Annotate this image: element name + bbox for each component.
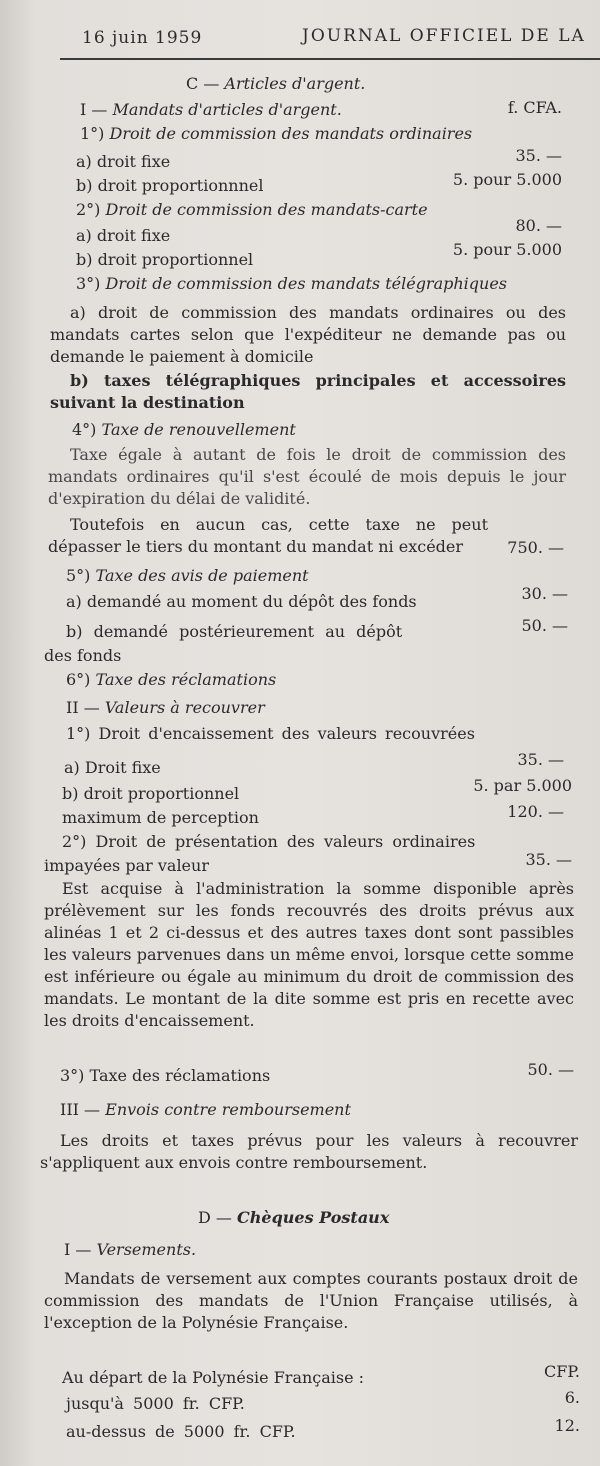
page-header [80,22,600,62]
v1-max-value: 120. — [507,802,564,821]
v1-b: b) droit proportionnel [62,784,240,803]
header-journal-title: JOURNAL OFFICIEL DE LA [302,26,586,46]
item6-title: 6°) Taxe des réclamations [66,670,277,689]
currency-label: f. CFA. [507,98,562,117]
item5-b-value: 50. — [521,616,568,635]
v2-paragraph: Est acquise à l'administration la somme disponible après prélèvement sur les fonds recouvrés des droits prévus aux alinéas 1 et 2 ci-dessus et des autres taxes dont sont passibles les valeurs parvenues dans un même envoi, lorsque cette somme est inférieure ou égale au minimum du droit de commission des mandats. Le montant de la dite somme est pris en recette avec les droits d'encaissement. [44,879,574,1030]
item3-a-paragraph: a) droit de commission des mandats ordinaires ou des mandats cartes selon que l'expéditeur ne demande pas ou demande le paiement à domicile [50,303,566,366]
item4-title: 4°) Taxe de renouvellement [72,420,296,439]
item1-title: 1°) Droit de commission des mandats ordinaires [80,124,473,143]
currency-cfp: CFP. [544,1362,580,1381]
section-d-paragraph: Mandats de versement aux comptes courants postaux droit de commission des mandats de l'Union Française utilisés, à l'exception de la Polynésie Française. [44,1269,578,1332]
item5-b-cont: des fonds [44,646,122,665]
item1-a-value: 35. — [515,146,562,165]
item4-paragraph-2: Toutefois en aucun cas, cette taxe ne peut dépasser le tiers du montant du mandat ni excéder [48,515,488,556]
item2-a: a) droit fixe [76,226,171,245]
v3-value: 50. — [527,1060,574,1079]
item5-title: 5°) Taxe des avis de paiement [66,566,309,585]
row2-value: 12. [554,1416,580,1435]
section-d-title: D — Chèques Postaux [198,1208,390,1227]
v1-a-value: 35. — [517,750,564,769]
v2-text: 2°) Droit de présentation des valeurs ordinaires [62,832,476,851]
item4-value: 750. — [507,538,564,557]
v2-value: 35. — [525,850,572,869]
item1-b-value: 5. pour 5.000 [452,170,562,189]
v2-text-cont: impayées par valeur [44,856,209,875]
item4-paragraph-1: Taxe égale à autant de fois le droit de commission des mandats ordinaires qu'il s'est écoulé de mois depuis le jour d'expiration du délai de validité. [48,445,566,508]
section-c-title: C — Articles d'argent. [186,74,366,93]
v1-b-value: 5. par 5.000 [473,776,572,795]
item2-title: 2°) Droit de commission des mandats-carte [76,200,428,219]
row1-text: jusqu'à 5000 fr. CFP. [66,1394,245,1413]
depart-label: Au départ de la Polynésie Française : [62,1368,365,1387]
subsection-3-title: III — Envois contre remboursement [60,1100,351,1119]
subsection-1-title: I — Mandats d'articles d'argent. [80,100,342,119]
item1-a: a) droit fixe [76,152,171,171]
v1-title: 1°) Droit d'encaissement des valeurs recouvrées [66,724,475,743]
item2-b: b) droit proportionnel [76,250,254,269]
subsection-3-paragraph: Les droits et taxes prévus pour les valeurs à recouvrer s'appliquent aux envois contre remboursement. [40,1131,578,1172]
v1-max: maximum de perception [62,808,259,827]
item3-b-paragraph: b) taxes télégraphiques principales et accessoires suivant la destination [50,371,566,412]
row2-text: au-dessus de 5000 fr. CFP. [66,1422,296,1441]
item2-a-value: 80. — [515,216,562,235]
subsection-2-title: II — Valeurs à recouvrer [66,698,265,717]
item1-b: b) droit proportionnnel [76,176,264,195]
item5-a-value: 30. — [521,584,568,603]
item5-b: b) demandé postérieurement au dépôt [66,622,403,641]
header-rule [60,58,600,60]
section-d-sub1-title: I — Versements. [64,1240,197,1259]
item3-title: 3°) Droit de commission des mandats télégraphiques [76,274,508,293]
v3-text: 3°) Taxe des réclamations [60,1066,271,1085]
item2-b-value: 5. pour 5.000 [452,240,562,259]
v1-a: a) Droit fixe [64,758,161,777]
item5-a: a) demandé au moment du dépôt des fonds [66,592,417,611]
row1-value: 6. [564,1388,580,1407]
header-date: 16 juin 1959 [82,28,203,48]
